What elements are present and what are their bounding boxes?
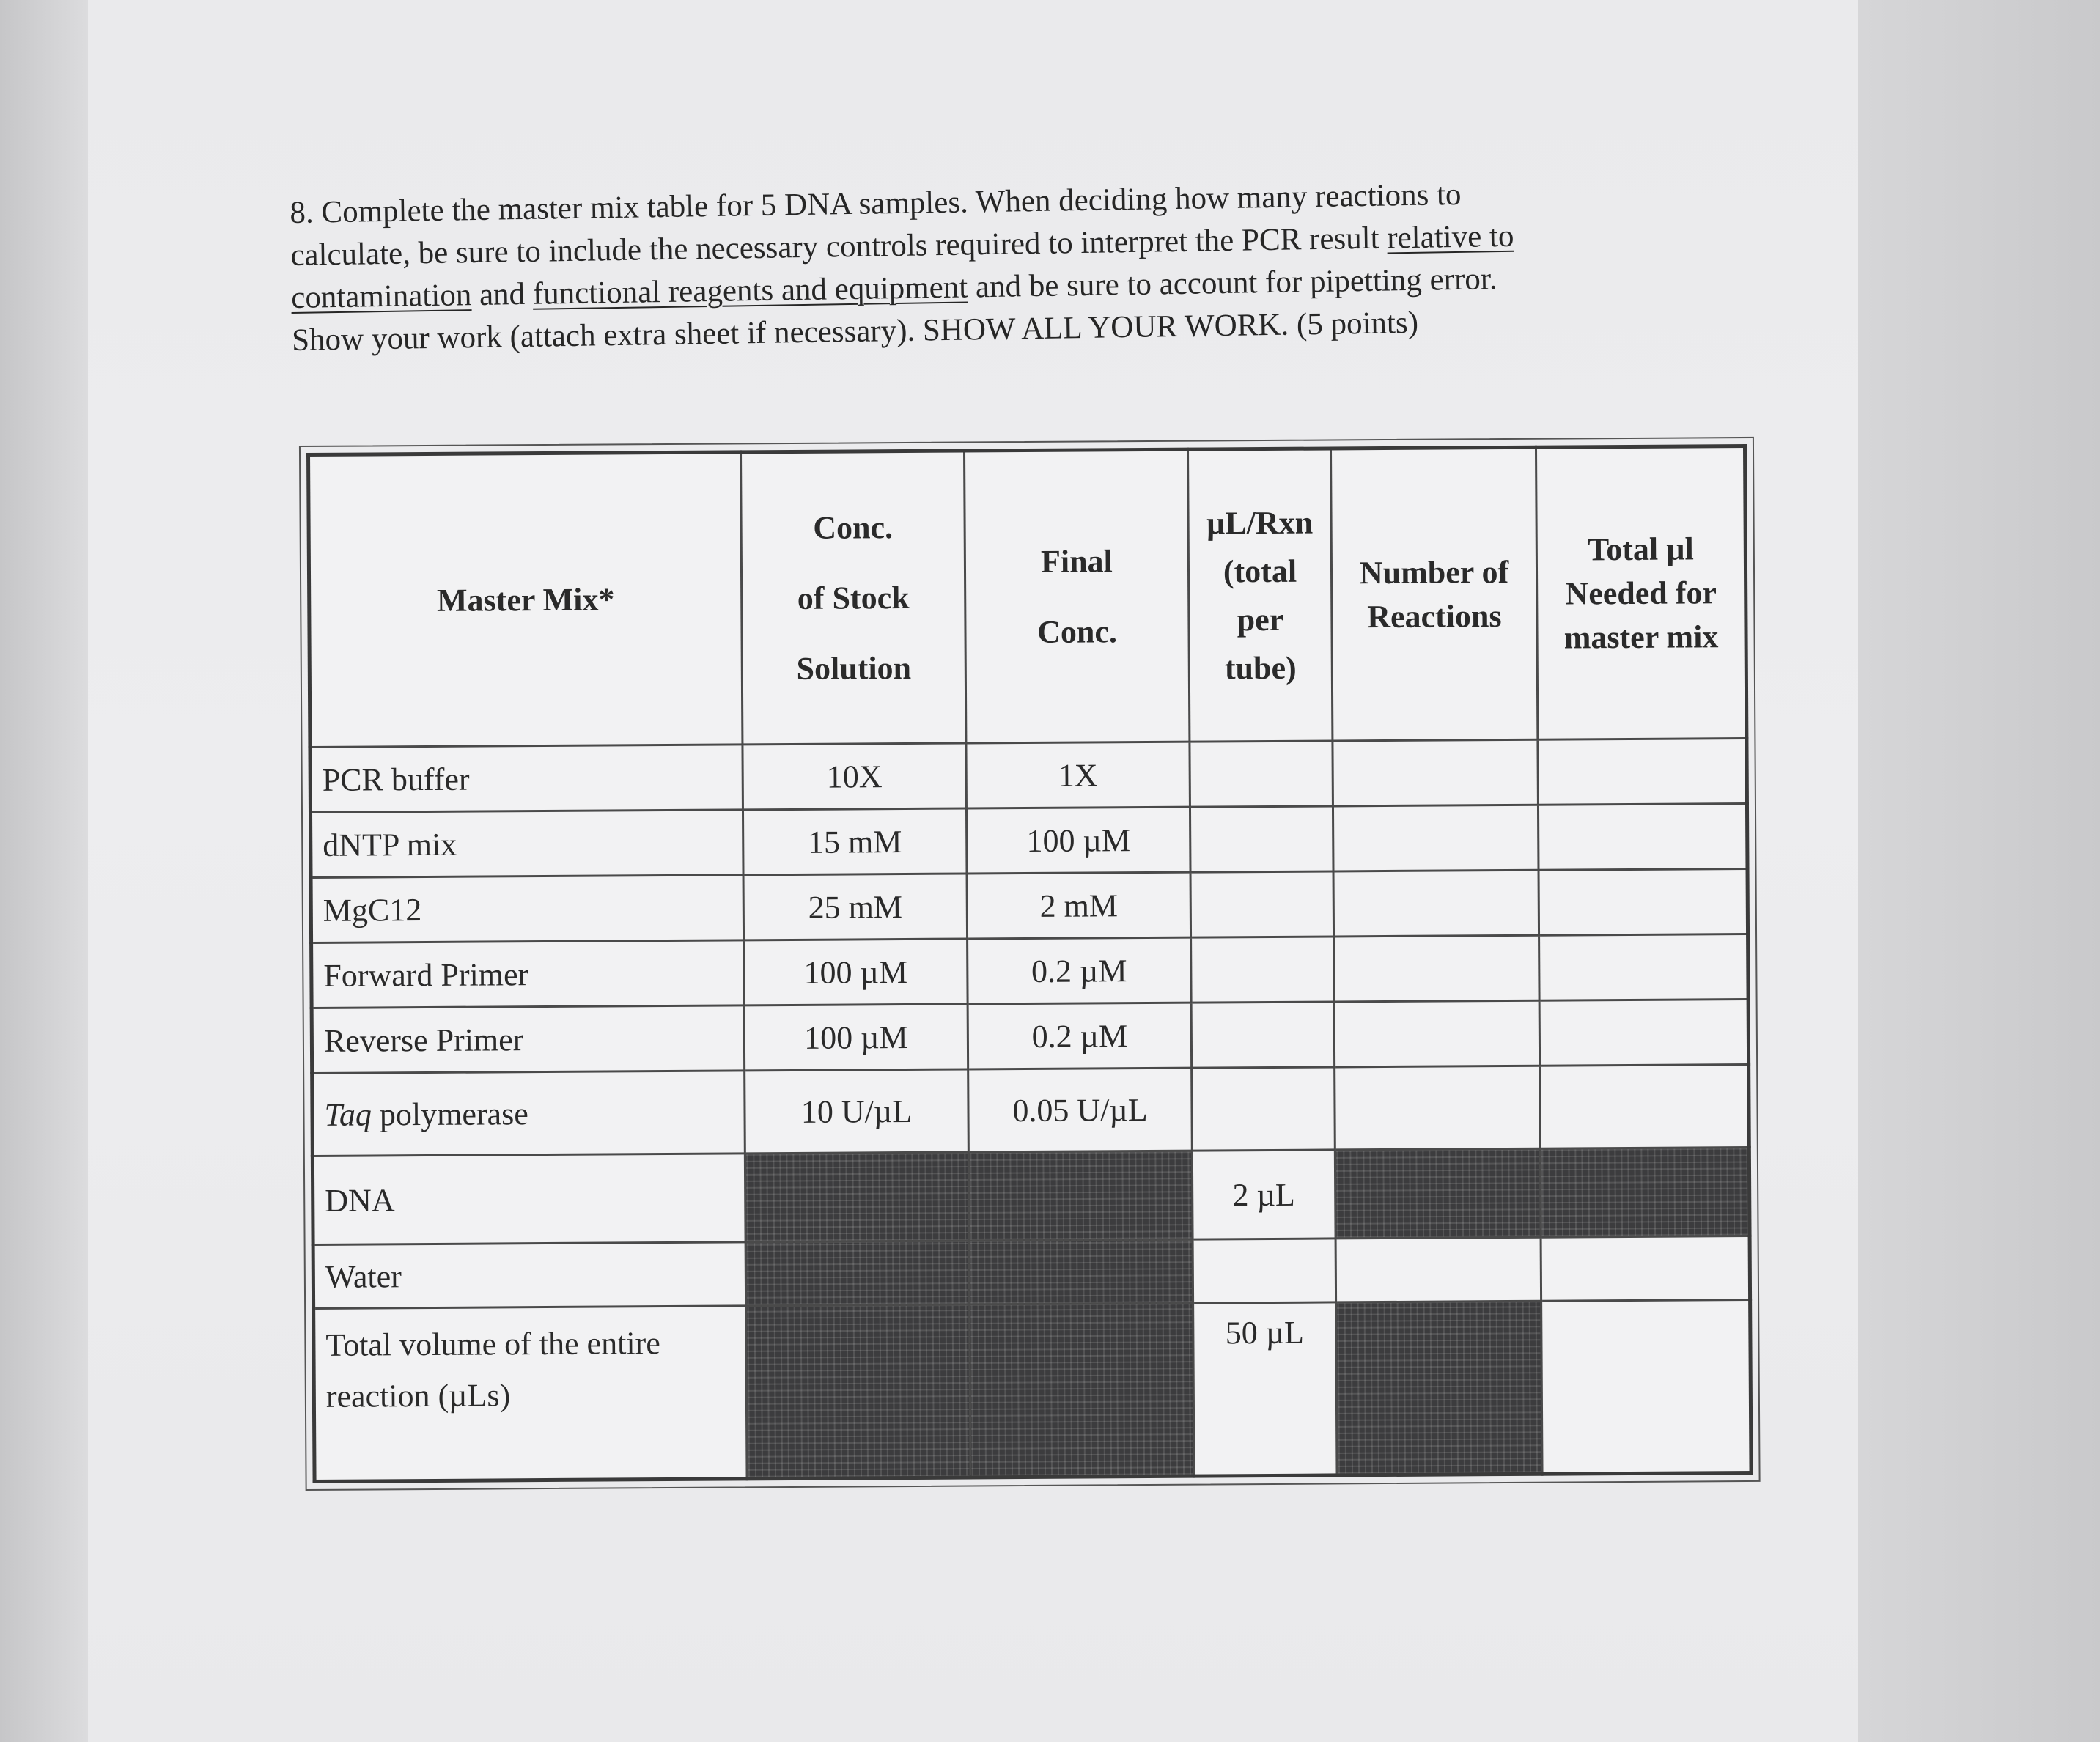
header-final-conc-line2: Conc. (1036, 613, 1118, 650)
reagent-name-italic: Taq (324, 1096, 372, 1133)
header-ul-per-rxn (1187, 449, 1332, 742)
reagent-name (312, 1071, 745, 1156)
header-stock-conc-line1: Conc. (813, 509, 894, 546)
shaded-cell (745, 1152, 969, 1242)
shaded-cell (1336, 1301, 1542, 1475)
shaded-cell (745, 1241, 970, 1306)
header-total-ul-line2: Needed for (1565, 574, 1717, 612)
number-of-reactions-blank[interactable] (1333, 870, 1539, 937)
ul-per-rxn: 2 µL (1192, 1150, 1335, 1239)
question-line-4: Show your work (attach extra sheet if necessary). SHOW ALL YOUR WORK. (5 points) (291, 305, 1419, 358)
question-line-3-text: and be sure to account for pipetting error. (967, 262, 1497, 305)
shaded-cell (970, 1303, 1194, 1477)
total-ul-blank[interactable] (1538, 804, 1747, 871)
stock-conc: 25 mM (743, 874, 968, 940)
table-row (312, 934, 1749, 1008)
header-row (309, 446, 1747, 748)
header-total-ul (1536, 446, 1746, 740)
shaded-cell (1540, 1147, 1750, 1237)
master-mix-table (306, 444, 1753, 1483)
stock-conc: 100 µM (744, 939, 968, 1005)
question-text (290, 170, 1670, 362)
total-volume-label-line2: reaction (µLs) (325, 1377, 511, 1414)
number-of-reactions-blank[interactable] (1333, 805, 1539, 871)
table-row-total (314, 1299, 1751, 1481)
number-of-reactions-blank[interactable] (1335, 1066, 1541, 1150)
header-stock-conc-line2: of Stock (797, 579, 910, 616)
total-volume-label-line1: Total volume of the entire (325, 1325, 660, 1363)
ul-per-rxn-blank[interactable] (1192, 1067, 1335, 1151)
underline-functional-reagents: functional reagents and equipment (532, 270, 968, 311)
shaded-cell (968, 1151, 1193, 1241)
table-row (312, 1064, 1750, 1156)
ul-per-rxn: 50 µL (1193, 1302, 1337, 1476)
header-number-of-reactions-line1: Number of (1359, 553, 1509, 591)
question-line-1: 8. Complete the master mix table for 5 DNA samples. When deciding how many reactions to (290, 177, 1462, 230)
total-ul-blank[interactable] (1541, 1236, 1750, 1301)
reagent-name: Forward Primer (312, 940, 745, 1008)
total-ul-blank[interactable] (1539, 869, 1748, 936)
ul-per-rxn-blank[interactable] (1191, 1002, 1335, 1068)
final-conc: 0.05 U/µL (968, 1068, 1193, 1152)
table-row-dna (312, 1147, 1750, 1244)
table-row (310, 804, 1747, 878)
ul-per-rxn-blank[interactable] (1190, 806, 1333, 872)
reagent-name: Water (313, 1242, 746, 1309)
ul-per-rxn-blank[interactable] (1191, 937, 1335, 1003)
backdrop-right (1858, 0, 2100, 1742)
total-ul-blank[interactable] (1538, 739, 1747, 805)
number-of-reactions-blank[interactable] (1335, 1237, 1541, 1302)
stock-conc: 15 mM (743, 808, 967, 875)
ul-per-rxn-blank[interactable] (1190, 871, 1334, 937)
ul-per-rxn-blank[interactable] (1190, 741, 1333, 807)
header-ul-per-rxn-line3: per (1237, 601, 1284, 638)
master-mix-table-wrap (306, 444, 1753, 1483)
final-conc: 0.2 µM (968, 1003, 1192, 1069)
header-number-of-reactions (1330, 447, 1537, 741)
reagent-name: MgC12 (311, 875, 744, 943)
shaded-cell (1335, 1148, 1541, 1239)
header-ul-per-rxn-line1: µL/Rxn (1206, 504, 1314, 541)
backdrop-left (0, 0, 88, 1742)
total-volume-label (314, 1306, 747, 1482)
reagent-name: dNTP mix (310, 810, 743, 878)
number-of-reactions-blank[interactable] (1333, 739, 1539, 806)
header-total-ul-line3: master mix (1563, 618, 1719, 656)
table-row (312, 999, 1749, 1073)
reagent-name-rest: polymerase (371, 1095, 528, 1132)
total-ul-blank[interactable] (1541, 1299, 1751, 1474)
final-conc: 1X (966, 742, 1190, 808)
question-line-3-and: and (471, 276, 534, 313)
ul-per-rxn-blank[interactable] (1193, 1239, 1336, 1303)
stock-conc: 10 U/µL (745, 1069, 969, 1154)
header-master-mix: Master Mix* (309, 452, 743, 748)
header-total-ul-line1: Total µl (1587, 530, 1694, 567)
table-row (310, 739, 1747, 813)
total-ul-blank[interactable] (1539, 934, 1749, 1000)
total-ul-blank[interactable] (1539, 999, 1749, 1066)
header-ul-per-rxn-line4: tube) (1224, 649, 1297, 686)
header-final-conc-line1: Final (1040, 542, 1113, 580)
header-final-conc (964, 449, 1189, 743)
stock-conc: 10X (743, 743, 967, 810)
final-conc: 100 µM (966, 807, 1190, 874)
total-ul-blank[interactable] (1540, 1064, 1750, 1148)
number-of-reactions-blank[interactable] (1334, 1000, 1540, 1067)
header-stock-conc-line3: Solution (796, 649, 912, 687)
header-ul-per-rxn-line2: (total (1223, 553, 1297, 589)
shaded-cell (746, 1304, 970, 1479)
stock-conc: 100 µM (744, 1004, 968, 1071)
reagent-name: PCR buffer (310, 745, 743, 813)
number-of-reactions-blank[interactable] (1334, 935, 1540, 1002)
shaded-cell (969, 1239, 1193, 1304)
underline-contamination: contamination (290, 278, 472, 315)
question-line-2-text: calculate, be sure to include the necessary controls required to interpret the PCR result (290, 221, 1388, 273)
reagent-name: Reverse Primer (312, 1005, 745, 1074)
underline-relative-to: relative to (1386, 218, 1514, 256)
header-number-of-reactions-line2: Reactions (1367, 597, 1502, 635)
final-conc: 2 mM (967, 872, 1191, 939)
reagent-name: DNA (312, 1154, 745, 1245)
table-row-water (313, 1236, 1750, 1308)
header-stock-conc (741, 451, 966, 745)
final-conc: 0.2 µM (968, 937, 1192, 1004)
table-row (311, 869, 1748, 943)
